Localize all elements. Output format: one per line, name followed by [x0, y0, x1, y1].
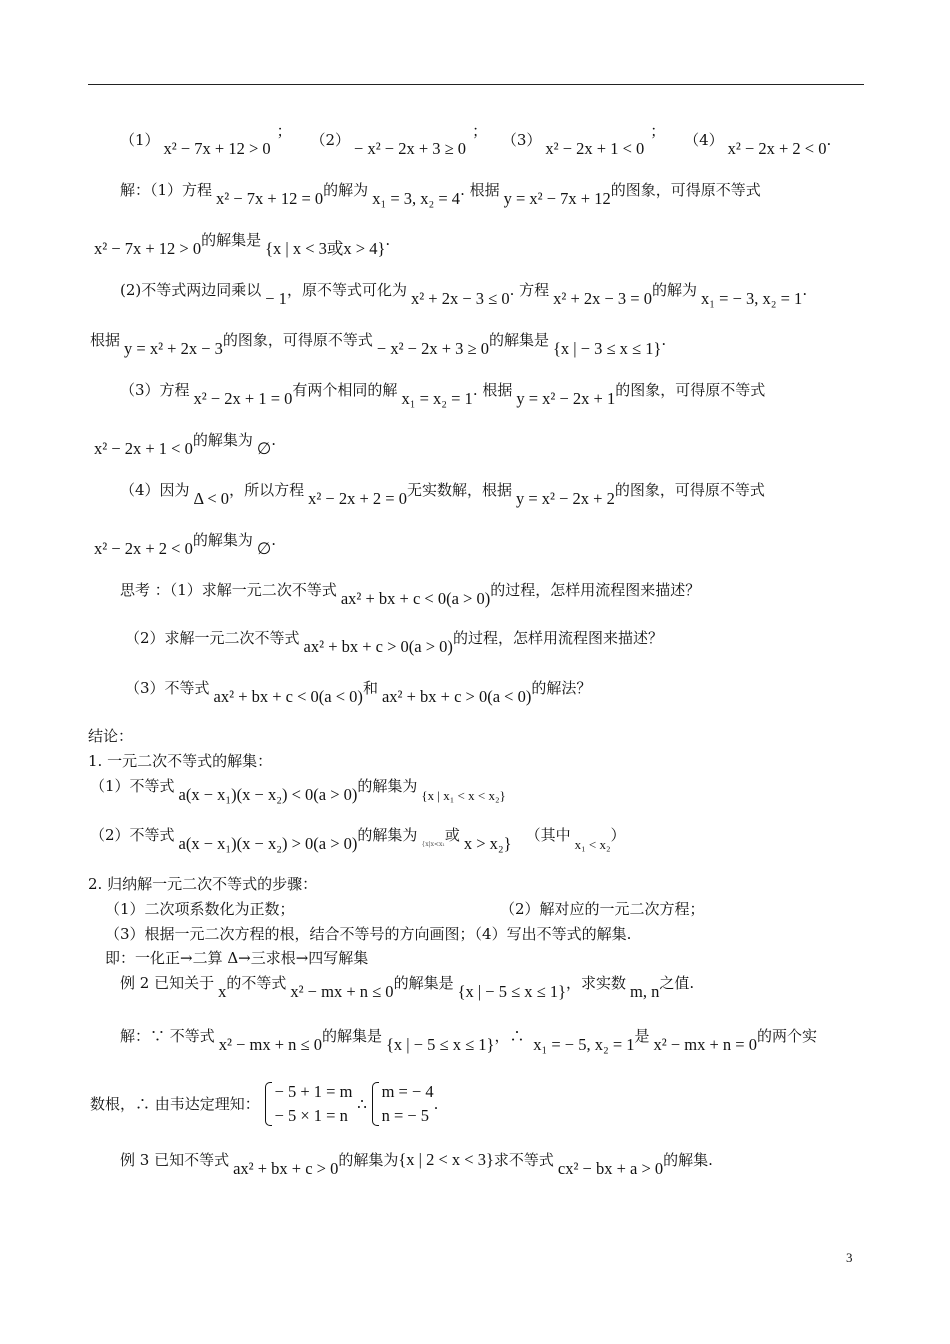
solution-4-line-1 [120, 480, 765, 508]
math: ∅ [256, 539, 272, 558]
think-question-2 [125, 628, 663, 656]
example-2-question [120, 973, 695, 1001]
equation-system-2 [372, 1080, 434, 1128]
math: a(x − x₁)(x − x₂) < 0(a > 0) [178, 785, 358, 804]
think-question-1 [120, 580, 701, 608]
separator: ； [650, 122, 666, 140]
text: （其中 [525, 826, 571, 844]
math: x² + 2x − 3 = 0 [553, 289, 652, 308]
text: . [271, 531, 277, 549]
text: . 根据 [472, 381, 513, 399]
solution-3-line-2 [90, 430, 277, 458]
text: 求不等式 [493, 1151, 554, 1169]
solution-3-line-1 [120, 380, 766, 408]
text: 解：∵ 不等式 [120, 1027, 215, 1045]
text: ，∴ [494, 1027, 530, 1045]
text: . [661, 331, 667, 349]
conclusion-title: 结论： [88, 727, 134, 745]
math: x² − 2x + 2 = 0 [308, 489, 407, 508]
math: {x | − 5 ≤ x ≤ 1} [386, 1035, 495, 1054]
problem-2-expr: − x² − 2x + 3 ≥ 0 [354, 139, 467, 158]
math: ax² + bx + c > 0 [233, 1159, 339, 1178]
math: x > x₂} [463, 834, 512, 853]
example-2-solution-line-2 [90, 1080, 438, 1128]
math: y = x² + 2x − 3 [124, 339, 223, 358]
math: x₁ = x₂ = 1 [401, 389, 473, 408]
text: 的过程，怎样用流程图来描述？ [452, 629, 663, 647]
text: 的解集为 [357, 826, 418, 844]
step-summary: 即：一化正→二算 Δ→三求根→四写解集 [105, 949, 369, 967]
problem-2-label: （2） [310, 131, 351, 149]
equation: − 5 + 1 = m [274, 1082, 353, 1101]
text: 的图象，可得原不等式 [614, 481, 765, 499]
text: . 根据 [460, 181, 500, 199]
problem-list [120, 122, 832, 158]
text: 的解集. [663, 1151, 713, 1169]
math: x² − 7x + 12 = 0 [216, 189, 324, 208]
example-2-solution-line-1 [120, 1026, 817, 1054]
math: ax² + bx + c > 0(a > 0) [303, 637, 453, 656]
text: 的解集是 [393, 974, 454, 992]
math: y = x² − 7x + 12 [503, 189, 611, 208]
math: x² − 2x + 1 < 0 [94, 439, 193, 458]
math: x² − mx + n ≤ 0 [290, 982, 394, 1001]
text: 的过程，怎样用流程图来描述？ [490, 581, 701, 599]
text: ） [610, 826, 626, 844]
page-number: 3 [846, 1250, 853, 1265]
math: x² − 7x + 12 > 0 [94, 239, 202, 258]
problem-4-label: （4） [684, 131, 724, 149]
text: ，所以方程 [229, 481, 305, 499]
problem-3-expr: x² − 2x + 1 < 0 [545, 139, 645, 158]
text: 无实数解，根据 [406, 481, 512, 499]
math: {x | − 5 ≤ x ≤ 1} [457, 982, 567, 1001]
text: 的解为 [323, 181, 369, 199]
math: {x|x<x₁ [421, 841, 445, 848]
text: 思考 ：（1）求解一元二次不等式 [120, 581, 337, 599]
text: 有两个相同的解 [292, 381, 398, 399]
math: m, n [630, 982, 660, 1001]
text: 例 3 已知不等式 [120, 1151, 230, 1169]
math: x² + 2x − 3 ≤ 0 [410, 289, 510, 308]
text: 的解集是 [201, 231, 262, 249]
text: 的解法？ [531, 679, 592, 697]
text: 数根，∴ 由韦达定理知： [90, 1095, 260, 1113]
math: − x² − 2x + 3 ≥ 0 [376, 339, 489, 358]
math: x₁ = − 3, x₂ = 1 [701, 289, 803, 308]
text: 是 [634, 1027, 650, 1045]
equation: m = − 4 [381, 1082, 434, 1101]
text: . [433, 1095, 439, 1113]
text: 的图象，可得原不等式 [615, 381, 766, 399]
text: 的解集为 [192, 431, 253, 449]
text: 的解集是 [321, 1027, 382, 1045]
text: 的解集为 [357, 777, 418, 795]
separator: . [826, 131, 832, 149]
example-3-question [120, 1150, 713, 1178]
problem-1-label: （1） [120, 131, 160, 149]
math: ∅ [256, 439, 272, 458]
text: 之值. [659, 974, 695, 992]
text: （1）不等式 [90, 777, 175, 795]
text: 的解为 [652, 281, 698, 299]
equation: n = − 5 [381, 1106, 430, 1125]
header-rule [88, 84, 864, 85]
math: Δ < 0 [193, 489, 230, 508]
problem-3-label: （3） [501, 131, 542, 149]
step-3: （3）根据一元二次方程的根，结合不等号的方向画图；（4）写出不等式的解集. [105, 925, 632, 943]
text: （4）因为 [120, 481, 190, 499]
math: {x | x < 3或x > 4} [265, 239, 386, 258]
text: 的解集是 [488, 331, 549, 349]
math: x [218, 982, 227, 1001]
solution-4-line-2 [90, 530, 277, 558]
text: . [802, 281, 808, 299]
math: {x | − 3 ≤ x ≤ 1} [552, 339, 662, 358]
text: . [385, 231, 391, 249]
separator: ； [472, 122, 488, 140]
text: 的解集为 [192, 531, 253, 549]
therefore-symbol: ∴ [357, 1095, 367, 1113]
math: a(x − x₁)(x − x₂) > 0(a > 0) [178, 834, 358, 853]
conclusion-heading-2: 2. 归纳解一元二次不等式的步骤： [88, 875, 318, 893]
text: . [271, 431, 277, 449]
equation: − 5 × 1 = n [274, 1106, 348, 1125]
step-1: （1）二次项系数化为正数； [105, 900, 295, 918]
text: ，求实数 [566, 974, 627, 992]
equation-system-1 [265, 1080, 353, 1128]
text: 的两个实 [756, 1027, 817, 1045]
text: 和 [362, 679, 378, 697]
math: y = x² − 2x + 2 [515, 489, 615, 508]
text: （3）不等式 [125, 679, 210, 697]
text: 的图象，可得原不等式 [610, 181, 761, 199]
text: ，原不等式可化为 [286, 281, 407, 299]
math: x₁ = 3, x₂ = 4 [372, 189, 461, 208]
text: (2)不等式两边同乘以 [120, 281, 262, 299]
text: （2）求解一元二次不等式 [125, 629, 300, 647]
text: （2）不等式 [90, 826, 175, 844]
text: 例 2 已知关于 [120, 974, 215, 992]
solution-1-line-2 [90, 230, 391, 258]
text: . 方程 [509, 281, 550, 299]
math: {x | x₁ < x < x₂} [421, 788, 506, 803]
math: y = x² − 2x + 1 [516, 389, 616, 408]
solution-2-line-2 [90, 330, 667, 358]
math: x₁ < x₂ [574, 837, 611, 852]
math: x₁ = − 5, x₂ = 1 [533, 1035, 635, 1054]
separator: ； [276, 122, 292, 140]
solution-1-line-1 [120, 180, 761, 208]
text: 或 [444, 826, 460, 844]
problem-1-expr: x² − 7x + 12 > 0 [163, 139, 271, 158]
math: x² − 2x + 2 < 0 [94, 539, 193, 558]
conclusion-heading-1: 1. 一元二次不等式的解集： [88, 752, 273, 770]
conclusion-item-1 [90, 776, 506, 804]
math: ax² + bx + c < 0(a > 0) [340, 589, 491, 608]
math: {x | 2 < x < 3} [398, 1150, 494, 1169]
text: 根据 [90, 331, 121, 349]
text: 的解集为 [338, 1151, 399, 1169]
think-question-3 [125, 678, 592, 706]
math: x² − mx + n = 0 [653, 1035, 757, 1054]
math: ax² + bx + c < 0(a < 0) [213, 687, 363, 706]
text: 的图象，可得原不等式 [222, 331, 373, 349]
solution-2-line-1 [120, 280, 808, 308]
text: （3）方程 [120, 381, 190, 399]
math: − 1 [265, 289, 287, 308]
math: cx² − bx + a > 0 [557, 1159, 664, 1178]
math: x² − 2x + 1 = 0 [193, 389, 293, 408]
text: 解：（1）方程 [120, 181, 213, 199]
math: ax² + bx + c > 0(a < 0) [381, 687, 532, 706]
conclusion-item-2 [90, 825, 626, 853]
step-2: （2）解对应的一元二次方程； [500, 900, 705, 918]
text: 的不等式 [226, 974, 287, 992]
math: x² − mx + n ≤ 0 [218, 1035, 322, 1054]
problem-4-expr: x² − 2x + 2 < 0 [727, 139, 827, 158]
